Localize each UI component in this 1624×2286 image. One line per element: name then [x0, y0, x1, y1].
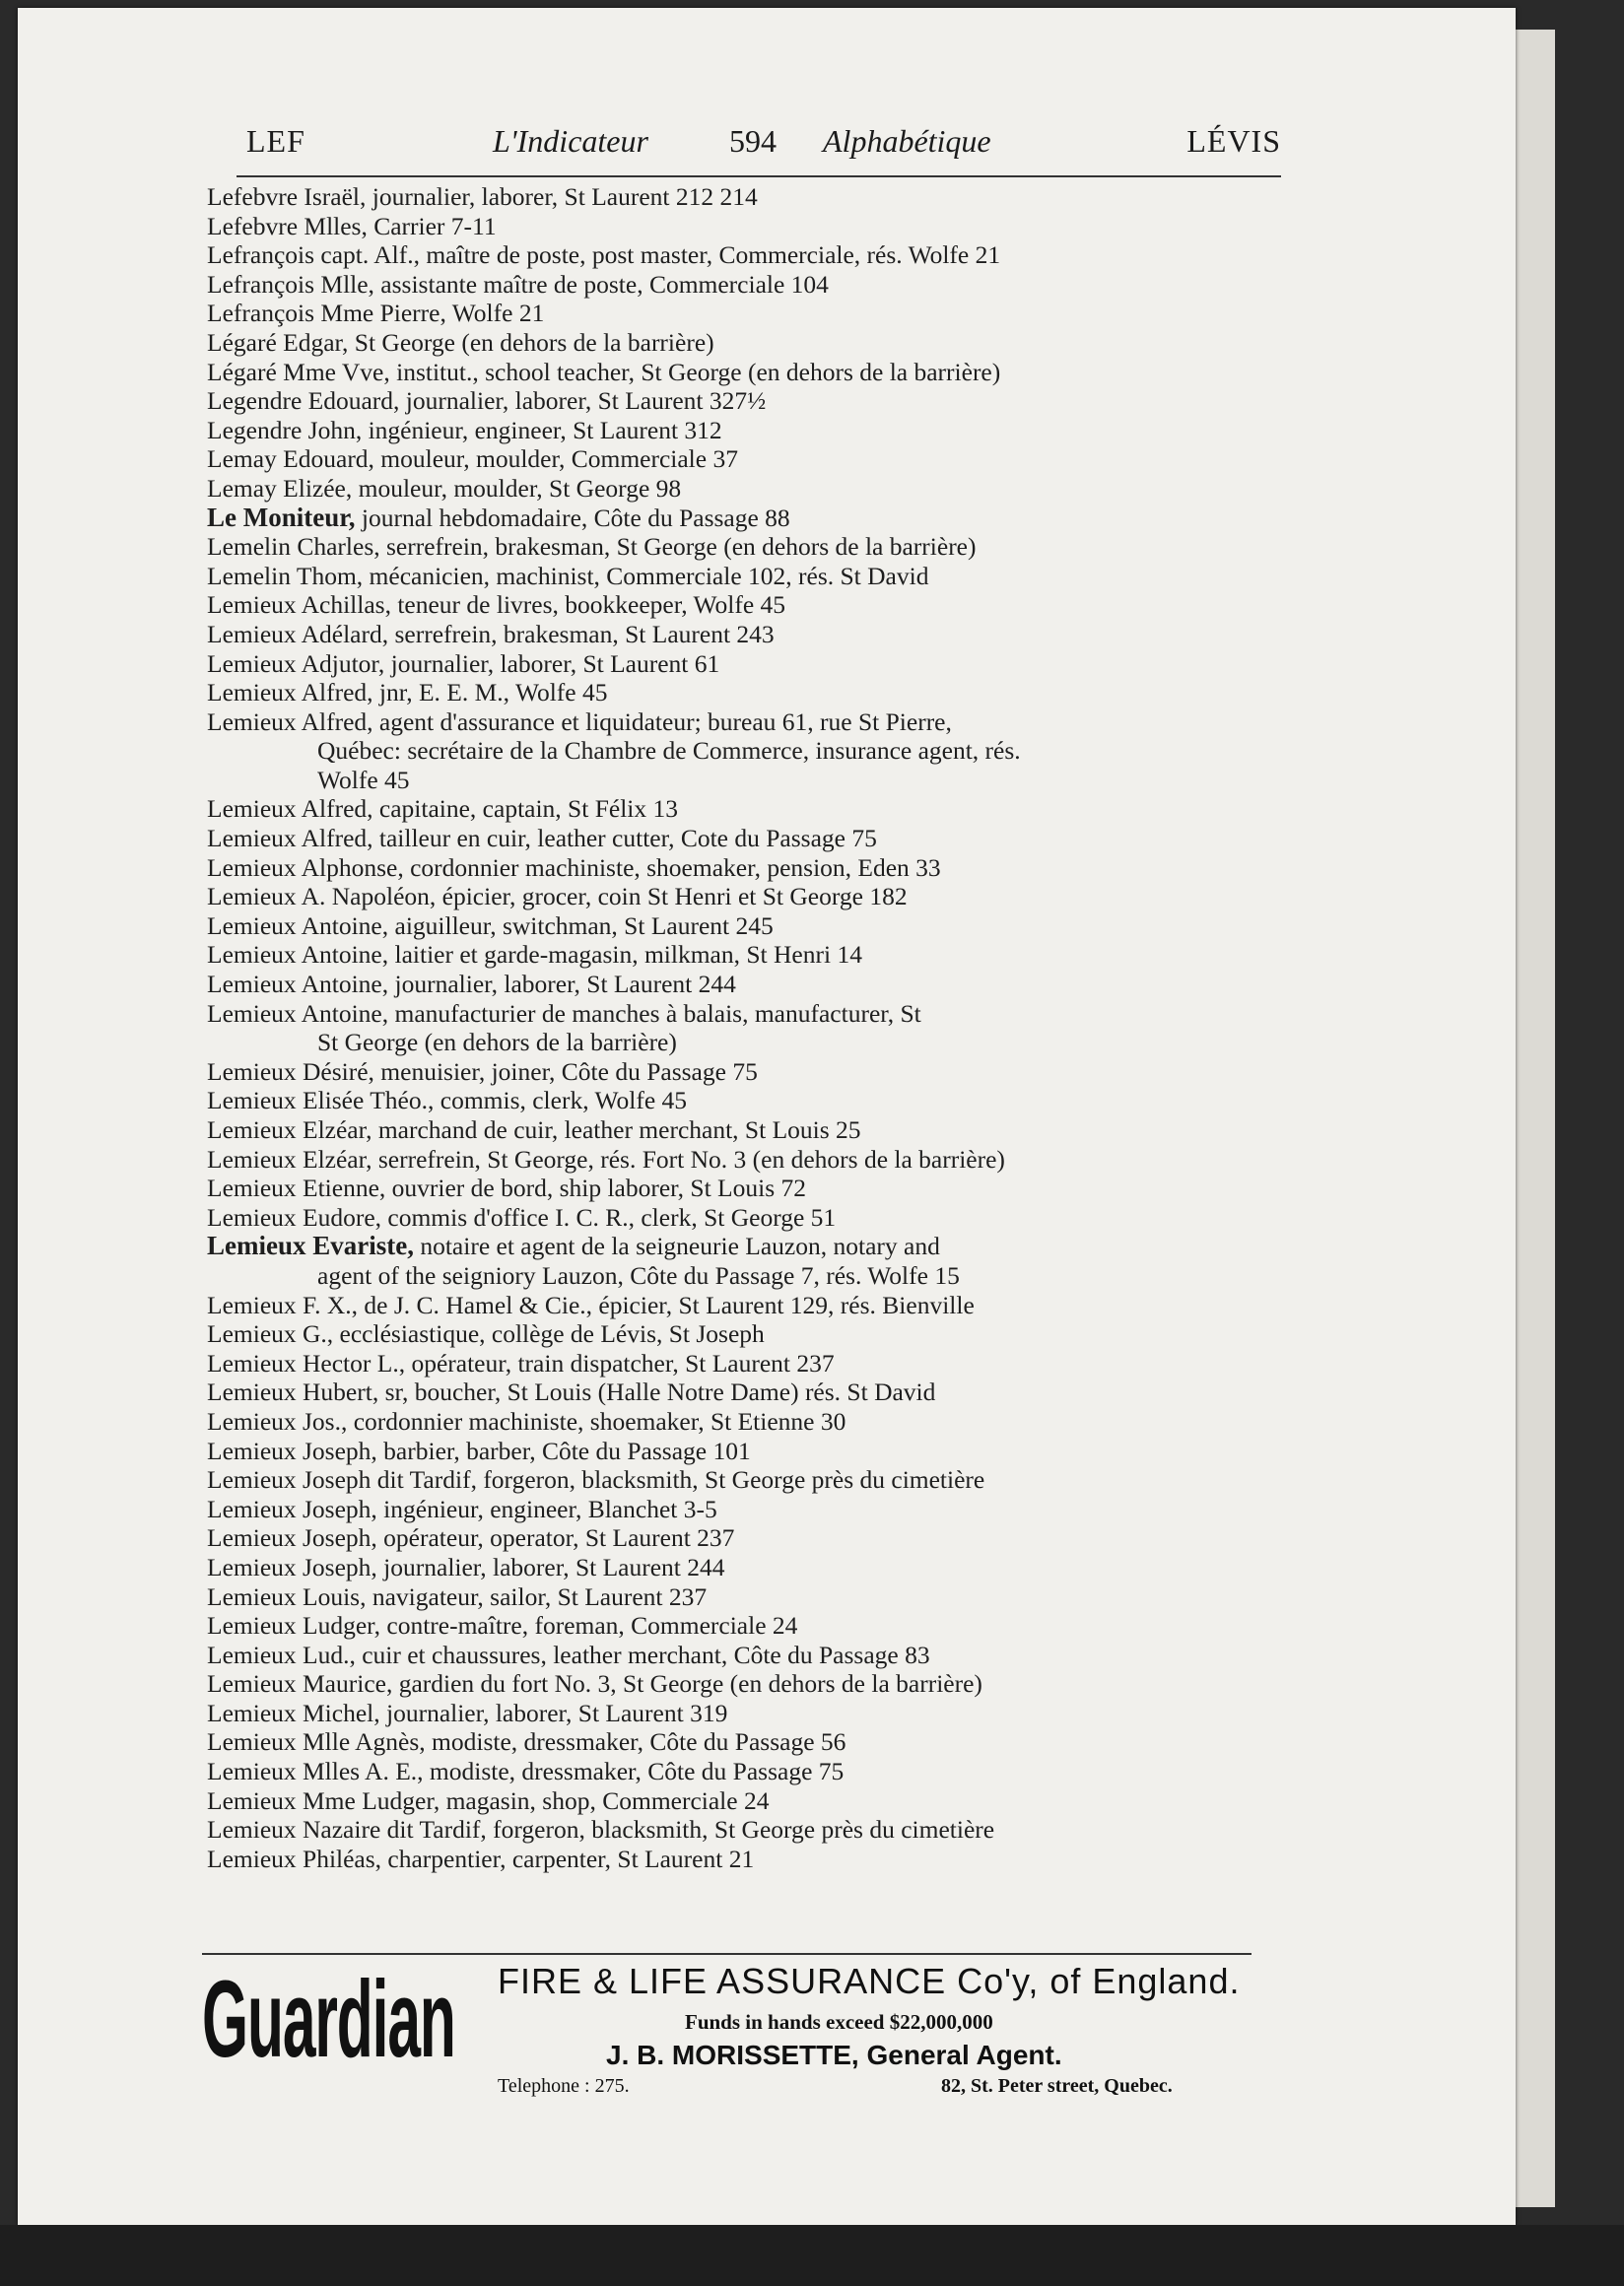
directory-entry [207, 299, 1271, 328]
entry-bold-name: Lemieux Evariste, [207, 1231, 414, 1261]
entry-text: Lemieux Antoine, aiguilleur, switchman, St Laurent 245 [207, 910, 774, 940]
advertisement [202, 1961, 1256, 2109]
entry-text: Lemieux Etienne, ouvrier de bord, ship laborer, St Louis 72 [207, 1174, 807, 1203]
entry-text: Lemieux Alfred, tailleur en cuir, leather cutter, Cote du Passage 75 [207, 824, 877, 853]
directory-entry [207, 911, 1271, 941]
directory-entry [207, 1437, 1271, 1466]
ad-logo: Guardian [202, 1959, 455, 2080]
ad-top-rule [202, 1953, 1252, 1955]
entry-text: Lefrançois Mlle, assistante maître de poste, Commerciale 104 [207, 269, 829, 299]
entry-continuation [207, 736, 1271, 766]
directory-entry [207, 1465, 1271, 1495]
ad-agent: J. B. MORISSETTE, General Agent. [606, 2040, 1062, 2070]
entry-text: Lemieux Antoine, laitier et garde-magasin, milkman, St Henri 14 [207, 940, 862, 970]
directory-entry [207, 1757, 1271, 1786]
directory-entry [207, 590, 1271, 620]
entry-text: Légaré Mme Vve, institut., school teacher, St George (en dehors de la barrière) [207, 357, 1001, 386]
entry-text: Lemieux Joseph, opérateur, operator, St Laurent 237 [207, 1523, 735, 1553]
scan-background [0, 2225, 1624, 2286]
entry-text: Lemieux Antoine, manufacturier de manches à balais, manufacturer, St [207, 998, 921, 1028]
entry-text: Lemieux F. X., de J. C. Hamel & Cie., épicier, St Laurent 129, rés. Bienville [207, 1290, 975, 1319]
header-rule [237, 175, 1281, 177]
directory-entry [207, 882, 1271, 911]
directory-entry [207, 1291, 1271, 1320]
directory-entry [207, 1641, 1271, 1670]
entry-text: Lemieux Adjutor, journalier, laborer, St Laurent 61 [207, 648, 720, 678]
entry-text: Lemelin Thom, mécanicien, machinist, Commerciale 102, rés. St David [207, 561, 929, 590]
entry-text: Lemieux Eudore, commis d'office I. C. R., clerk, St George 51 [207, 1202, 837, 1232]
entry-text: Lemieux Alfred, agent d'assurance et liquidateur; bureau 61, rue St Pierre, [207, 706, 952, 736]
entry-text: Lemieux Antoine, journalier, laborer, St Laurent 244 [207, 970, 736, 999]
directory-entry [207, 1582, 1271, 1612]
entry-text: Lemieux Joseph, ingénieur, engineer, Blanchet 3-5 [207, 1494, 717, 1523]
header-left-guide: LEF [246, 123, 305, 159]
directory-entry [207, 1407, 1271, 1437]
header-right-guide: LÉVIS [1186, 123, 1281, 159]
directory-entry [207, 1845, 1271, 1874]
entry-text: Lemieux Jos., cordonnier machiniste, shoemaker, St Etienne 30 [207, 1406, 846, 1436]
entry-text: St George (en dehors de la barrière) [317, 1028, 677, 1057]
entry-text: Lemay Elizée, mouleur, moulder, St George 98 [207, 473, 682, 503]
directory-entry [207, 824, 1271, 853]
entry-text: Lemieux Elisée Théo., commis, clerk, Wolfe 45 [207, 1086, 688, 1115]
directory-entry [207, 1815, 1271, 1845]
entry-text: Québec: secrétaire de la Chambre de Commerce, insurance agent, rés. [317, 736, 1021, 766]
entry-text: Lemieux Louis, navigateur, sailor, St Laurent 237 [207, 1581, 708, 1611]
directory-entry [207, 853, 1271, 883]
directory-entry [207, 1319, 1271, 1349]
entry-text: Lemieux Ludger, contre-maître, foreman, Commerciale 24 [207, 1611, 798, 1641]
entry-text: Lemieux Désiré, menuisier, joiner, Côte du Passage 75 [207, 1056, 758, 1086]
directory-entries [207, 182, 1271, 1873]
entry-text: Lemieux Lud., cuir et chaussures, leather merchant, Côte du Passage 83 [207, 1640, 930, 1669]
ad-address: 82, St. Peter street, Quebec. [941, 2075, 1173, 2097]
entry-continuation [207, 766, 1271, 795]
directory-entry [207, 1349, 1271, 1378]
entry-text: Lemieux Alfred, capitaine, captain, St Félix 13 [207, 794, 678, 824]
directory-entry [207, 1174, 1271, 1203]
directory-entry [207, 1786, 1271, 1816]
entry-text: Lemay Edouard, mouleur, moulder, Commerciale 37 [207, 444, 738, 474]
directory-entry [207, 970, 1271, 999]
directory-entry [207, 1378, 1271, 1407]
directory-entry [207, 444, 1271, 474]
directory-entry [207, 1232, 1271, 1261]
directory-entry [207, 940, 1271, 970]
directory-entry [207, 386, 1271, 416]
entry-text: Lemieux Maurice, gardien du fort No. 3, St George (en dehors de la barrière) [207, 1669, 982, 1699]
entry-text: Lemieux Philéas, charpentier, carpenter, St Laurent 21 [207, 1844, 755, 1873]
directory-entry [207, 240, 1271, 270]
directory-entry [207, 678, 1271, 707]
page-header [227, 123, 1281, 172]
entry-text: Lemieux Alphonse, cordonnier machiniste, shoemaker, pension, Eden 33 [207, 852, 941, 882]
ad-funds: Funds in hands exceed $22,000,000 [685, 2010, 993, 2034]
entry-text: Lemieux Joseph, journalier, laborer, St Laurent 244 [207, 1552, 725, 1581]
page-number: 594 [729, 123, 777, 159]
directory-entry [207, 1523, 1271, 1553]
directory-entry [207, 620, 1271, 649]
entry-text: Lemieux Michel, journalier, laborer, St Laurent 319 [207, 1698, 728, 1727]
entry-text: Lemieux Joseph, barbier, barber, Côte du Passage 101 [207, 1436, 751, 1465]
entry-text: Wolfe 45 [317, 765, 410, 794]
directory-entry [207, 270, 1271, 300]
directory-entry [207, 182, 1271, 212]
directory-entry [207, 1727, 1271, 1757]
entry-text: journal hebdomadaire, Côte du Passage 88 [355, 503, 790, 532]
directory-entry [207, 562, 1271, 591]
directory-entry [207, 794, 1271, 824]
entry-text: notaire et agent de la seigneurie Lauzon, notary and [413, 1232, 940, 1261]
entry-text: Legendre Edouard, journalier, laborer, St Laurent 327½ [207, 386, 767, 416]
directory-entry [207, 474, 1271, 504]
entry-text: Lemieux Hubert, sr, boucher, St Louis (Halle Notre Dame) rés. St David [207, 1378, 936, 1407]
directory-entry [207, 1086, 1271, 1115]
directory-entry [207, 532, 1271, 562]
directory-entry [207, 416, 1271, 445]
directory-entry [207, 1669, 1271, 1699]
directory-entry [207, 999, 1271, 1029]
ad-company: FIRE & LIFE ASSURANCE Co'y, of England. [498, 1961, 1241, 2001]
directory-entry [207, 328, 1271, 358]
entry-text: Lemieux Elzéar, serrefrein, St George, rés. Fort No. 3 (en dehors de la barrière) [207, 1144, 1005, 1174]
directory-entry [207, 358, 1271, 387]
directory-entry [207, 1115, 1271, 1145]
header-title: L'Indicateur [493, 123, 648, 159]
entry-text: Lefebvre Israël, journalier, laborer, St Laurent 212 214 [207, 182, 758, 211]
entry-text: Lemieux Achillas, teneur de livres, bookkeeper, Wolfe 45 [207, 590, 786, 620]
directory-entry [207, 707, 1271, 737]
entry-text: Lemieux G., ecclésiastique, collège de Lévis, St Joseph [207, 1319, 765, 1349]
directory-entry [207, 1611, 1271, 1641]
entry-text: Lefebvre Mlles, Carrier 7-11 [207, 211, 497, 240]
entry-text: Lemieux Elzéar, marchand de cuir, leather merchant, St Louis 25 [207, 1115, 861, 1144]
directory-entry [207, 1145, 1271, 1175]
entry-text: Lemelin Charles, serrefrein, brakesman, St George (en dehors de la barrière) [207, 532, 977, 562]
entry-text: Lemieux Joseph dit Tardif, forgeron, blacksmith, St George près du cimetière [207, 1465, 985, 1495]
ad-telephone: Telephone : 275. [498, 2075, 630, 2097]
entry-bold-name: Le Moniteur, [207, 502, 356, 532]
adjacent-page-edge [1516, 30, 1555, 2207]
entry-text: Lemieux Mme Ludger, magasin, shop, Commerciale 24 [207, 1785, 770, 1815]
entry-text: Lemieux Alfred, jnr, E. E. M., Wolfe 45 [207, 678, 608, 707]
entry-text: Légaré Edgar, St George (en dehors de la barrière) [207, 327, 714, 357]
entry-text: Lemieux Adélard, serrefrein, brakesman, St Laurent 243 [207, 619, 775, 648]
entry-continuation [207, 1261, 1271, 1291]
directory-entry [207, 1057, 1271, 1087]
entry-text: Lemieux Nazaire dit Tardif, forgeron, blacksmith, St George près du cimetière [207, 1815, 995, 1845]
entry-continuation [207, 1028, 1271, 1057]
directory-entry [207, 1495, 1271, 1524]
entry-text: Lemieux Mlle Agnès, modiste, dressmaker, Côte du Passage 56 [207, 1727, 846, 1757]
entry-text: Lemieux A. Napoléon, épicier, grocer, coin St Henri et St George 182 [207, 882, 908, 911]
entry-text: Legendre John, ingénieur, engineer, St Laurent 312 [207, 415, 722, 444]
entry-text: Lemieux Mlles A. E., modiste, dressmaker, Côte du Passage 75 [207, 1757, 845, 1786]
directory-entry [207, 649, 1271, 679]
entry-text: Lefrançois capt. Alf., maître de poste, post master, Commerciale, rés. Wolfe 21 [207, 240, 1001, 270]
entry-text: agent of the seigniory Lauzon, Côte du Passage 7, rés. Wolfe 15 [317, 1260, 960, 1290]
directory-entry [207, 212, 1271, 241]
entry-text: Lefrançois Mme Pierre, Wolfe 21 [207, 299, 545, 328]
header-subtitle: Alphabétique [823, 123, 991, 159]
directory-entry [207, 1699, 1271, 1728]
directory-entry [207, 504, 1271, 533]
directory-entry [207, 1203, 1271, 1233]
entry-text: Lemieux Hector L., opérateur, train dispatcher, St Laurent 237 [207, 1348, 835, 1378]
directory-entry [207, 1553, 1271, 1582]
